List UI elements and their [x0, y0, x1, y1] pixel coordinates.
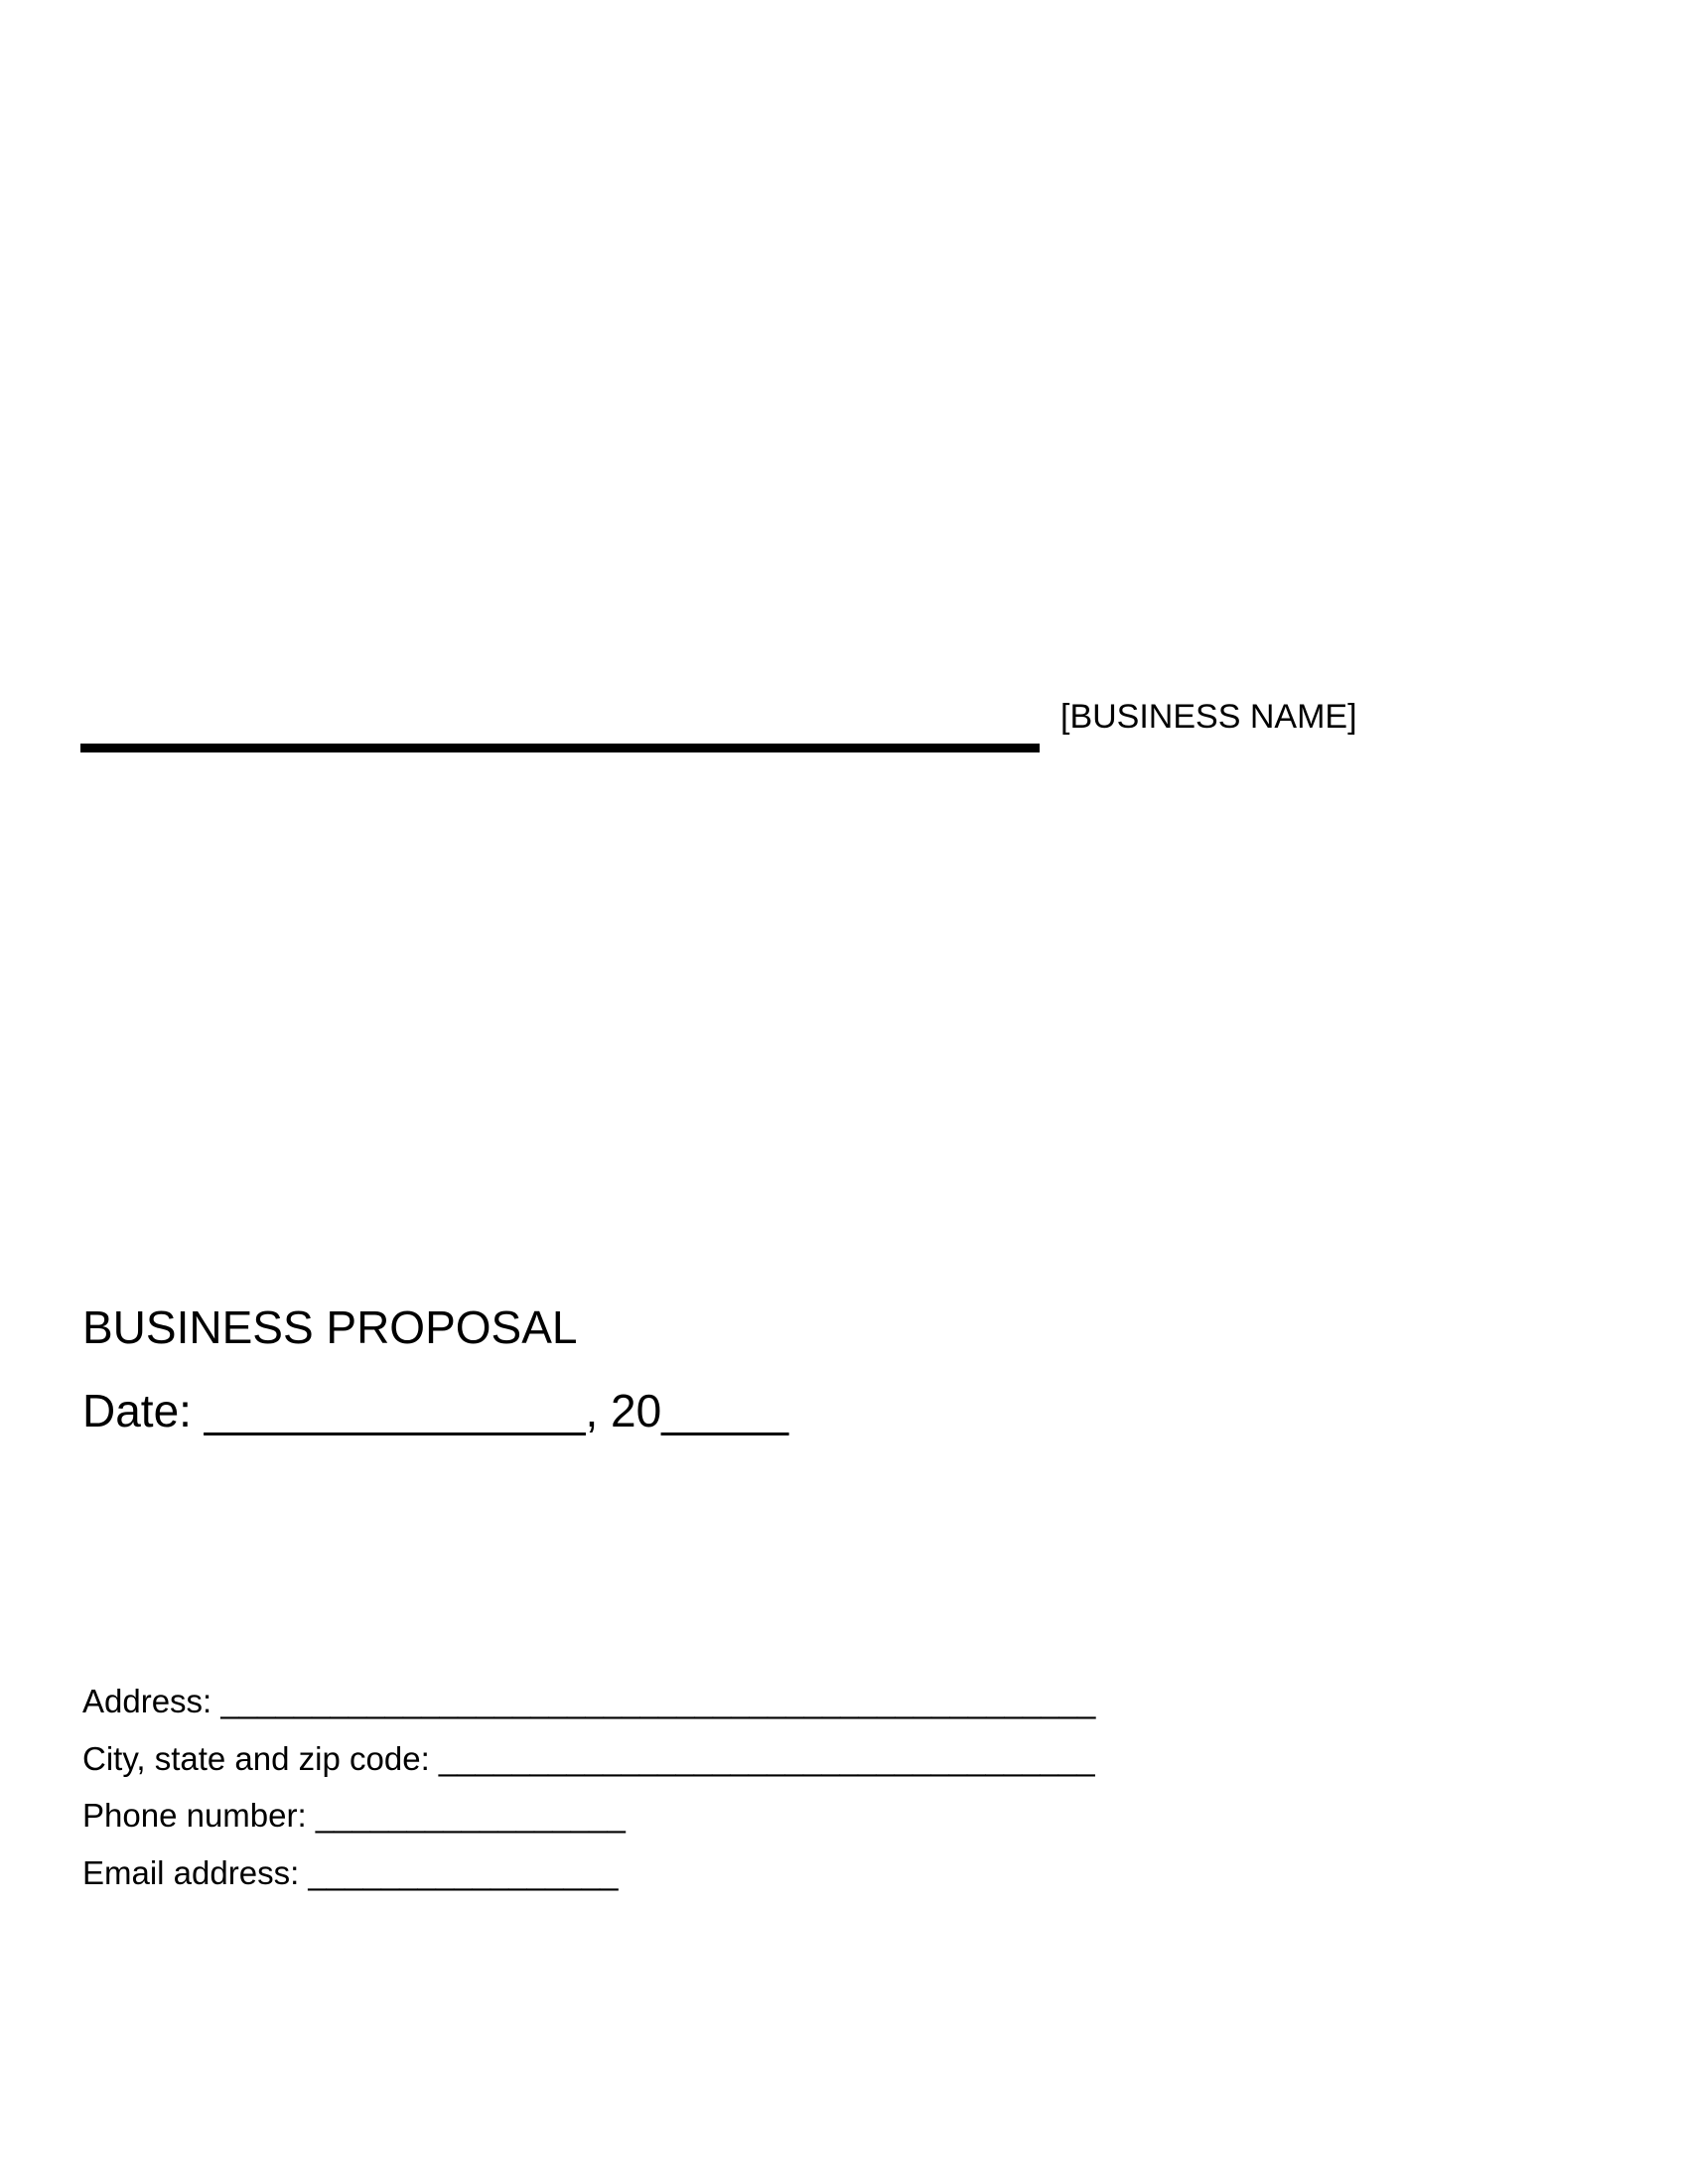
date-line: Date: _______________, 20_____: [82, 1385, 789, 1436]
business-name: [BUSINESS NAME]: [1060, 698, 1357, 736]
proposal-title: BUSINESS PROPOSAL: [82, 1301, 578, 1353]
contact-block: [82, 1673, 1095, 1901]
city-state-zip-line: City, state and zip code: ____________________________________: [82, 1739, 1095, 1777]
phone-line: Phone number: _________________: [82, 1797, 626, 1834]
address-line: Address: ________________________________________________: [82, 1683, 1096, 1719]
email-line: Email address: _________________: [82, 1853, 619, 1891]
header-rule: [80, 744, 1040, 752]
